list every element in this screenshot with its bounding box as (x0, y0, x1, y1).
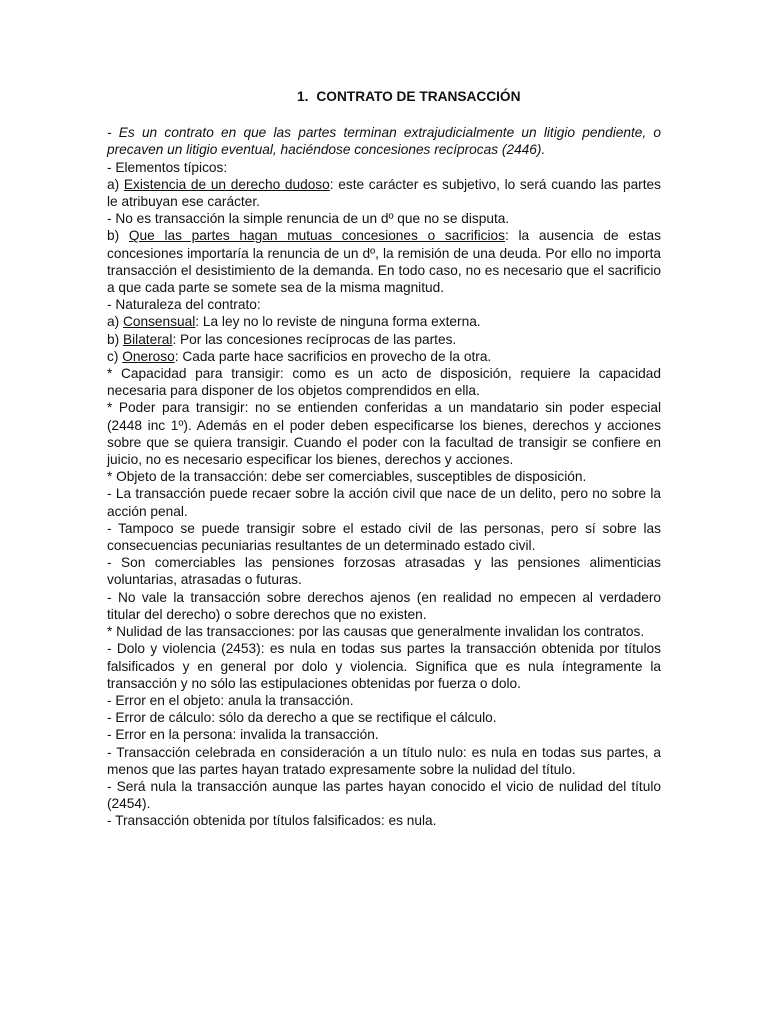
dolo-paragraph: - Dolo y violencia (2453): es nula en todas sus partes la transacción obtenida por títulos falsificados y en general por dolo y violencia. Significa que es nula íntegramente la transacción y no sólo las estipulaciones obtenidas por fuerza o dolo. (107, 641, 661, 691)
elemento-b-prefix: b) (107, 228, 129, 244)
intro-paragraph: - Es un contrato en que las partes terminan extrajudicialmente un litigio pendiente, o precaven un litigio eventual, haciéndose concesiones recíprocas (2446). (107, 125, 661, 158)
naturaleza-a-prefix: a) (107, 314, 123, 330)
document-page (107, 88, 661, 830)
naturaleza-b-prefix: b) (107, 331, 123, 347)
accion-civil-paragraph: - La transacción puede recaer sobre la acción civil que nace de un delito, pero no sobre la acción penal. (107, 486, 661, 519)
elemento-a-prefix: a) (107, 176, 124, 192)
titulo-nulo-paragraph: - Transacción celebrada en consideración a un título nulo: es nula en todas sus partes, a menos que las partes hayan tratado expresamente sobre la nulidad del título. (107, 744, 661, 777)
elemento-b (107, 227, 661, 296)
capacidad-paragraph: * Capacidad para transigir: como es un acto de disposición, requiere la capacidad necesaria para disponer de los objetos comprendidos en ella. (107, 366, 661, 399)
naturaleza-a-term: Consensual (122, 314, 196, 330)
titulos-falsificados-paragraph: - Transacción obtenida por títulos falsificados: es nula. (107, 813, 437, 829)
elementos-heading: - Elementos típicos: (107, 159, 228, 175)
poder-paragraph: * Poder para transigir: no se entienden conferidas a un mandatario sin poder especial (2448 inc 1º). Además en el poder deben especificarse los bienes, derechos y acciones sobre que se quiera transigir. Cuando el poder con la facultad de transigir se confiere en juicio, no es necesario especificar los bienes, derechos y acciones. (107, 400, 661, 468)
estado-civil-paragraph: - Tampoco se puede transigir sobre el estado civil de las personas, pero sí sobre las consecuencias pecuniarias resultantes de un determinado estado civil. (107, 520, 661, 554)
pensiones-paragraph: - Son comerciables las pensiones forzosas atrasadas y las pensiones alimenticias voluntarias, atrasadas o futuras. (107, 555, 661, 588)
naturaleza-b (107, 331, 661, 348)
elemento-b-term: Que las partes hagan mutuas concesiones o sacrificios (128, 228, 505, 244)
elemento-a-text: : este carácter es subjetivo, lo será cuando las partes le atribuyan ese carácter. (107, 176, 661, 210)
naturaleza-c-text: : Cada parte hace sacrificios en provecho de la otra. (174, 348, 492, 364)
nulidad-paragraph: * Nulidad de las transacciones: por las causas que generalmente invalidan los contratos. (107, 624, 645, 640)
naturaleza-a-text: : La ley no lo reviste de ninguna forma externa. (195, 314, 481, 330)
naturaleza-heading: - Naturaleza del contrato: (107, 297, 261, 313)
naturaleza-b-text: : Por las concesiones recíprocas de las partes. (172, 331, 457, 347)
naturaleza-a (107, 313, 661, 330)
error-objeto-paragraph: - Error en el objeto: anula la transacción. (107, 692, 354, 708)
elemento-a-term: Existencia de un derecho dudoso (123, 176, 330, 192)
naturaleza-c-prefix: c) (107, 348, 123, 364)
elemento-b-text: : la ausencia de estas concesiones importaría la renuncia de un dº, la remisión de una deuda. Por ello no importa transacción el desistimiento de la demanda. En todo caso, no es necesario que el sacrificio a que cada parte se somete sea de la misma magnitud. (107, 228, 661, 296)
error-persona-paragraph: - Error en la persona: invalida la transacción. (107, 727, 379, 743)
naturaleza-c-term: Oneroso (122, 348, 175, 364)
document-title (297, 88, 661, 105)
error-calculo-paragraph: - Error de cálculo: sólo da derecho a que se rectifique el cálculo. (107, 710, 497, 726)
objeto-paragraph: * Objeto de la transacción: debe ser comerciables, susceptibles de disposición. (107, 469, 587, 485)
derechos-ajenos-paragraph: - No vale la transacción sobre derechos ajenos (en realidad no empecen al verdadero titular del derecho) o sobre derechos que no existen. (107, 589, 661, 622)
elemento-a (107, 176, 661, 210)
naturaleza-c (107, 348, 661, 365)
title-text: CONTRATO DE TRANSACCIÓN (316, 89, 521, 104)
vicio-paragraph: - Será nula la transacción aunque las partes hayan conocido el vicio de nulidad del título (2454). (107, 778, 661, 812)
elemento-a-note: - No es transacción la simple renuncia de un dº que no se disputa. (107, 211, 510, 227)
naturaleza-b-term: Bilateral (122, 331, 173, 347)
title-number: 1. (297, 89, 309, 104)
